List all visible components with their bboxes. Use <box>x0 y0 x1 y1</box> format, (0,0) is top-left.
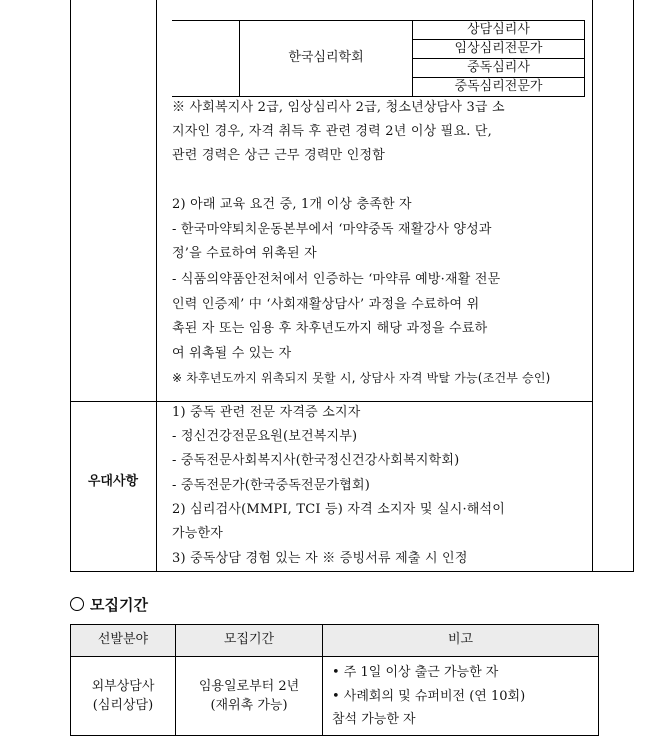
qualification-text-line: 여 위촉될 수 있는 자 <box>172 346 292 361</box>
table-border-bottom <box>70 571 634 572</box>
recruit-header-field: 선발분야 <box>97 632 149 647</box>
qualification-item: 상담심리사 <box>467 22 530 37</box>
qualification-text-line: ※ 사회복지사 2급, 임상심리사 2급, 청소년상담사 3급 소 <box>172 100 505 115</box>
qualification-text-line: 지자인 경우, 자격 취득 후 관련 경력 2년 이상 필요. 단, <box>172 124 492 139</box>
society-name: 한국심리학회 <box>288 50 364 65</box>
circle-bullet-icon <box>70 597 84 611</box>
subtable-bottom <box>172 96 585 97</box>
qualification-text-line: 촉된 자 또는 임용 후 차후년도까지 해당 과정을 수료하 <box>172 321 488 336</box>
subtable-top <box>172 20 585 21</box>
qualification-text-line: - 식품의약품안전처에서 인증하는 ‘마약류 예방·재활 전문 <box>172 272 501 287</box>
subtable-row3 <box>412 77 585 78</box>
qualification-text-line: 정’을 수료하여 위촉된 자 <box>172 246 317 261</box>
qualification-text-line: 2) 아래 교육 요건 중, 1개 이상 충족한 자 <box>172 197 412 212</box>
recruit-border-top <box>70 624 599 625</box>
preference-line: 2) 심리검사(MMPI, TCI 등) 자격 소지자 및 실시·해석이 <box>172 502 506 517</box>
section-title: 모집기간 <box>90 596 148 614</box>
subtable-row2 <box>412 58 585 59</box>
recruit-field: 외부상담사 <box>91 679 155 694</box>
preference-line: - 중독전문가(한국중독전문가협회) <box>172 478 371 493</box>
preference-line: 3) 중독상담 경험 있는 자 ※ 증빙서류 제출 시 인정 <box>172 551 468 566</box>
preference-line: 가능한자 <box>172 526 224 541</box>
preference-line: - 정신건강전문요원(보건복지부) <box>172 429 358 444</box>
qualification-text-line: 인력 인증제’ 中 ‘사회재활상담사’ 과정을 수료하여 위 <box>172 297 480 312</box>
section-heading <box>70 594 148 615</box>
remarks-column-divider <box>592 0 593 572</box>
recruit-header-notes: 비고 <box>447 632 474 647</box>
qualification-text-line: ※ 차후년도까지 위촉되지 못할 시, 상담사 자격 박탈 가능(조건부 승인) <box>172 371 551 385</box>
qualification-item: 중독심리사 <box>467 60 530 75</box>
recruit-header-period: 모집기간 <box>223 632 275 647</box>
qualification-item: 중독심리전문가 <box>454 79 543 94</box>
recruit-note: • 주 1일 이상 출근 가능한 자 <box>332 665 499 680</box>
recruit-period: 임용일로부터 2년 <box>198 679 300 694</box>
qualification-text-line: - 한국마약퇴치운동본부에서 ‘마약중독 재활강사 양성과 <box>172 222 492 237</box>
qualification-text-line: 관련 경력은 상근 근무 경력만 인정함 <box>172 148 386 163</box>
preference-line: - 중독전문사회복지사(한국정신건강사회복지학회) <box>172 453 460 468</box>
row-divider <box>70 401 593 402</box>
recruit-field: (심리상담) <box>92 698 154 713</box>
preference-label: 우대사항 <box>87 474 139 489</box>
table-border-right <box>633 0 634 572</box>
recruit-border-bottom <box>70 735 599 736</box>
subtable-row1 <box>412 39 585 40</box>
recruit-note: • 사례회의 및 슈퍼비전 (연 10회) <box>332 689 526 704</box>
qualification-item: 임상심리전문가 <box>454 41 543 56</box>
label-column-divider <box>156 0 157 572</box>
preference-line: 1) 중독 관련 전문 자격증 소지자 <box>172 405 361 420</box>
recruit-note: 참석 가능한 자 <box>332 712 416 727</box>
recruit-header-divider <box>70 656 599 657</box>
recruit-border-right <box>598 624 599 736</box>
recruit-period: (재위촉 가능) <box>210 698 288 713</box>
